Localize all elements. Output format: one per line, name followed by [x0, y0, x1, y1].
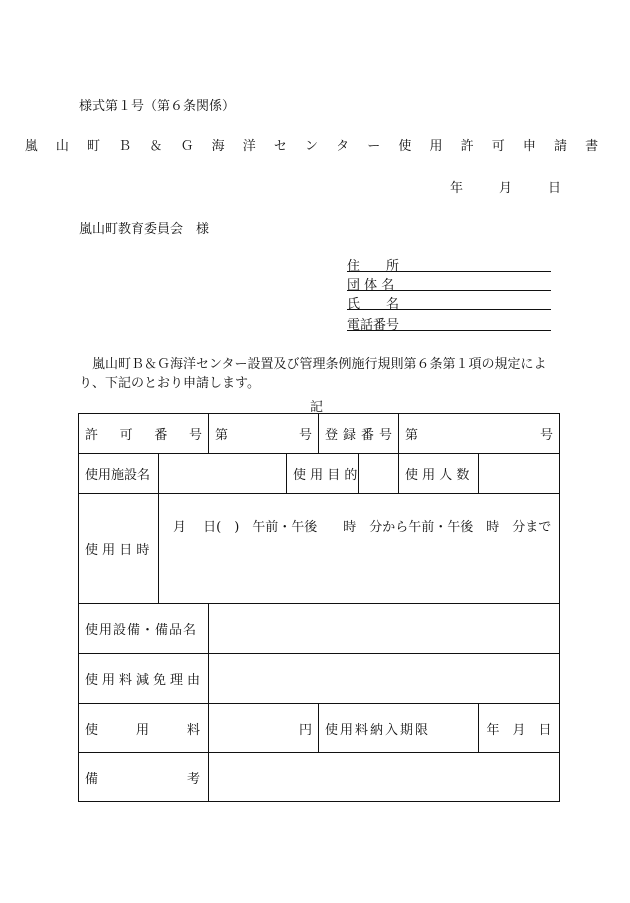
- persons-label: 使 用 人 数: [399, 454, 479, 494]
- facility-value[interactable]: [159, 454, 287, 494]
- table-row-facility: [79, 454, 560, 494]
- equipment-value[interactable]: [209, 604, 560, 654]
- datetime-label: 使 用 日 時: [79, 494, 159, 604]
- name-label: 氏 名: [347, 297, 400, 312]
- table-row-remarks: [79, 753, 560, 802]
- table-row-exemption: [79, 654, 560, 704]
- ki-heading: 記: [310, 400, 324, 415]
- table-row-fee: [79, 704, 560, 753]
- exemption-label: 使用料減免理由: [79, 654, 209, 704]
- persons-value[interactable]: [479, 454, 560, 494]
- table-row-permit: [79, 414, 560, 454]
- registration-number-label: 登 録 番 号: [319, 414, 399, 454]
- fee-label: 使 用 料: [79, 704, 209, 753]
- registration-number-value[interactable]: 第 号: [399, 414, 560, 454]
- phone-field[interactable]: [347, 316, 551, 331]
- application-table: [78, 413, 560, 802]
- request-statement-text: 嵐山町Ｂ＆Ｇ海洋センター設置及び管理条例施行規則第６条第１項の規定により、下記のとおり申請します。: [79, 357, 547, 391]
- group-name-field[interactable]: [347, 276, 551, 291]
- table-row-datetime: [79, 494, 560, 604]
- date-month: 月: [499, 181, 513, 196]
- fee-unit: 円: [298, 722, 312, 738]
- group-name-label: 団 体 名: [347, 278, 395, 293]
- datetime-value[interactable]: [159, 494, 560, 604]
- permit-number-label: 許 可 番 号: [79, 414, 209, 454]
- name-field[interactable]: [347, 295, 551, 310]
- deadline-text: 年 月 日: [486, 722, 552, 738]
- table-row-equipment: [79, 604, 560, 654]
- purpose-value[interactable]: [359, 454, 399, 494]
- date-year: 年: [450, 181, 464, 196]
- date-day: 日: [548, 181, 562, 196]
- request-statement: [79, 355, 564, 393]
- address-label: 住 所: [347, 259, 400, 274]
- deadline-label: 使用料納入期限: [319, 704, 479, 753]
- facility-label: 使用施設名: [79, 454, 159, 494]
- datetime-text: 月 日( ) 午前・午後 時 分から午前・午後 時 分まで: [173, 520, 552, 535]
- fee-value[interactable]: [209, 704, 319, 753]
- document-title: 嵐 山 町 Ｂ ＆ Ｇ 海 洋 セ ン タ ー 使 用 許 可 申 請 書: [24, 139, 606, 154]
- address-field[interactable]: [347, 257, 551, 272]
- remarks-value[interactable]: [209, 753, 560, 802]
- deadline-value[interactable]: [479, 704, 560, 753]
- form-number: 様式第１号（第６条関係）: [79, 99, 236, 114]
- addressee: 嵐山町教育委員会 様: [79, 222, 210, 237]
- permit-number-value[interactable]: 第 号: [209, 414, 319, 454]
- remarks-label: 備 考: [79, 753, 209, 802]
- equipment-label: 使用設備・備品名: [79, 604, 209, 654]
- date-line: [450, 177, 561, 196]
- purpose-label: 使 用 目 的: [287, 454, 359, 494]
- exemption-value[interactable]: [209, 654, 560, 704]
- phone-label: 電話番号: [347, 318, 400, 333]
